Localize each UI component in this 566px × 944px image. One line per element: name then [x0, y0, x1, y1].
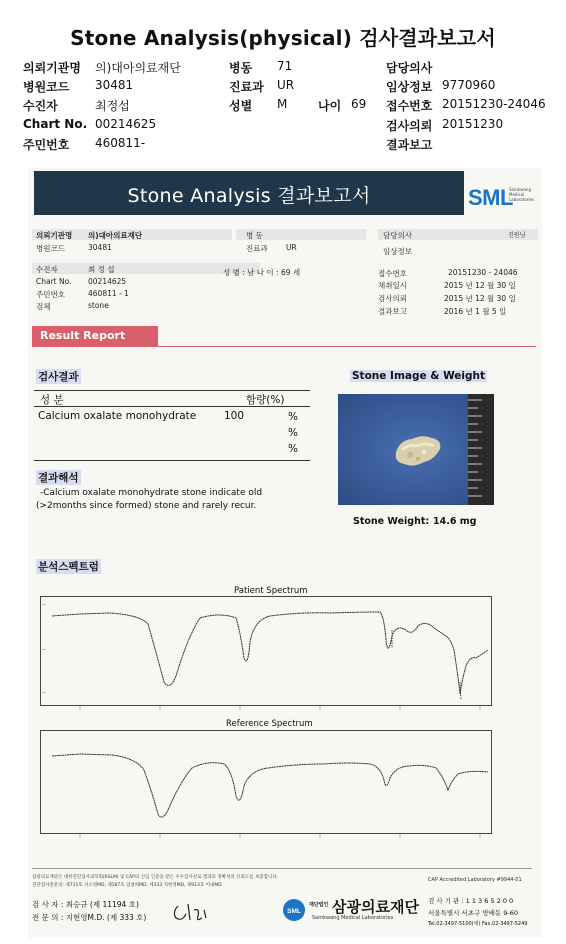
patient-label: 수진자 [23, 99, 58, 113]
doc-sex-age: 성 별 : 남 나 이 : 69 세 [223, 268, 301, 277]
org-small-label: 재단법인 [309, 902, 329, 908]
exam-request-label: 검사의뢰 [386, 119, 433, 133]
svg-text:SML: SML [287, 908, 301, 915]
exam-request-value: 20151230 [442, 117, 504, 131]
doc-exam-label: 검사의뢰 [378, 294, 407, 303]
table-top-line [34, 390, 310, 391]
doc-specimen-value: stone [88, 301, 109, 310]
svg-text:—: — [42, 690, 46, 695]
resident-no-value: 460811- [95, 136, 146, 150]
institution-number: 검 사 기 관 : 1 1 3 6 5 2 0 0 [428, 897, 514, 905]
doc-chart-label: Chart No. [36, 277, 72, 286]
result-divider [32, 346, 536, 347]
table-header-line [34, 406, 310, 407]
address: 서울특별시 서초구 방배동 9-60 [428, 909, 519, 917]
hospital-code-value: 30481 [95, 78, 134, 92]
report-banner [34, 171, 464, 215]
banner-title: Stone Analysis 결과보고서 [127, 185, 371, 207]
component-name: Calcium oxalate monohydrate [38, 410, 197, 422]
doc-clinic-label: 임상정보 [383, 247, 412, 256]
examiner: 검 사 자 : 최승규 (제 11194 호) [32, 900, 139, 909]
clinic-info-label: 임상정보 [386, 80, 433, 94]
col-component: 성 분 [40, 394, 64, 406]
dept-value: UR [277, 78, 295, 92]
signature [170, 898, 212, 924]
table-bottom-line [34, 460, 310, 461]
patient-value: 최정섭 [95, 99, 130, 113]
doctor-label: 담당의사 [386, 61, 433, 75]
org-label: 의뢰기관명 [23, 61, 81, 75]
doc-receipt-value: 20151230 - 24046 [448, 268, 518, 277]
stone-image-title: Stone Image & Weight [352, 370, 486, 382]
exam-result-title: 검사결과 [38, 371, 79, 383]
doc-code-value: 30481 [88, 243, 112, 252]
doc-collect-value: 2015 년 12 월 30 일 [444, 281, 516, 290]
doc-dept-label: 진료과 [246, 244, 268, 253]
reference-spectrum-label: Reference Spectrum [226, 719, 313, 729]
doc-chart-value: 00214625 [88, 277, 127, 286]
doc-patient-label: 수진자 [36, 265, 58, 274]
telephone: Tel.02-3497-5100(대) Fax.02-3497-5249 [428, 921, 528, 927]
doc-doctor-label: 담당의사 [383, 231, 412, 240]
org-value: 의)대아의료재단 [95, 61, 181, 75]
col-content: 함량(%) [246, 394, 285, 406]
interpretation-title: 결과해석 [38, 472, 79, 484]
component-value: 100 [224, 410, 245, 422]
doc-report-value: 2016 년 1 월 5 일 [444, 307, 507, 316]
chart-no-value: 00214625 [95, 117, 157, 131]
doc-id-value: 460811 - 1 [88, 289, 129, 298]
footer-note-2: 진단검사전문의: 제711호 서소영MD, 제187호 임창희MD, 제333 지현영MD, 제913호 이내MD [32, 883, 222, 888]
cap-accreditation: CAP Accredited Laboratory #9944-01 [428, 877, 522, 883]
hospital-code-label: 병원코드 [23, 80, 70, 94]
doc-org-label: 의뢰기관명 [36, 231, 73, 240]
stone-weight-label: Stone Weight: [353, 516, 430, 527]
patient-spectrum-plot [40, 596, 492, 714]
doc-org-value: 의)대아의료재단 [88, 231, 143, 240]
doc-ward-label: 병 동 [246, 231, 263, 240]
patient-spectrum-label: Patient Spectrum [234, 586, 308, 596]
footer-divider [32, 868, 532, 869]
receipt-no-value: 20151230-24046 [442, 97, 546, 111]
sml-emblem-icon [282, 898, 306, 922]
doc-specimen-label: 검체 [36, 302, 51, 311]
footer-note-1: 삼광의료재단은 대한진단검사의학회(KSLM) 및 CAP의 신임 인증을 받은 우수검사실로 결과의 정확성과 신뢰도를 보증합니다. [32, 875, 279, 880]
chart-no-label: Chart No. [23, 117, 88, 131]
spectrum-title: 분석스펙트럼 [38, 561, 99, 573]
dept-label: 진료과 [229, 80, 264, 94]
receipt-no-label: 접수번호 [386, 99, 433, 113]
doc-code-label: 병원코드 [36, 244, 65, 253]
svg-text:—: — [42, 602, 46, 607]
page-title: Stone Analysis(physical) 검사결과보고서 [70, 26, 496, 50]
component-unit: % [288, 411, 298, 423]
component-unit: % [288, 443, 298, 455]
doc-doctor-value: 진원님 [508, 232, 526, 239]
sml-logo: SML [468, 185, 513, 210]
age-label: 나이 [318, 99, 342, 113]
scanned-report [28, 168, 542, 938]
stone-photo [338, 394, 494, 505]
doc-collect-label: 채취일시 [378, 281, 407, 290]
age-value: 69 [351, 97, 367, 111]
sml-logo-subtitle: Samkwang Medical Laboratories [509, 187, 535, 202]
org-english-name: Samkwang Medical Laboratories [312, 915, 394, 921]
svg-text:—: — [42, 647, 46, 652]
stone-weight-value: 14.6 mg [433, 516, 477, 527]
sex-label: 성별 [229, 99, 253, 113]
interpretation-line-1: -Calcium oxalate monohydrate stone indicate old [40, 488, 263, 498]
specialist: 전 문 의 : 지현영M.D. (제 333 호) [32, 913, 147, 922]
doc-id-label: 주민번호 [36, 290, 65, 299]
org-name: 삼광의료재단 [332, 898, 419, 916]
result-report-label: 결과보고 [386, 138, 433, 152]
doc-exam-value: 2015 년 12 월 30 일 [444, 294, 516, 303]
ward-label: 병동 [229, 61, 253, 75]
ruler [468, 394, 494, 505]
doc-receipt-label: 접수번호 [378, 269, 407, 278]
doc-report-label: 결과보고 [378, 307, 407, 316]
result-report-tab: Result Report [32, 326, 158, 346]
sex-value: M [277, 97, 288, 111]
ward-value: 71 [277, 59, 293, 73]
component-unit: % [288, 427, 298, 439]
doc-dept-value: UR [286, 243, 297, 252]
clinic-info-value: 9770960 [442, 78, 496, 92]
reference-spectrum-plot [40, 730, 492, 842]
resident-no-label: 주민번호 [23, 138, 70, 152]
interpretation-line-2: (>2months since formed) stone and rarely recur. [36, 501, 257, 511]
doc-patient-value: 최 정 섭 [88, 265, 115, 274]
